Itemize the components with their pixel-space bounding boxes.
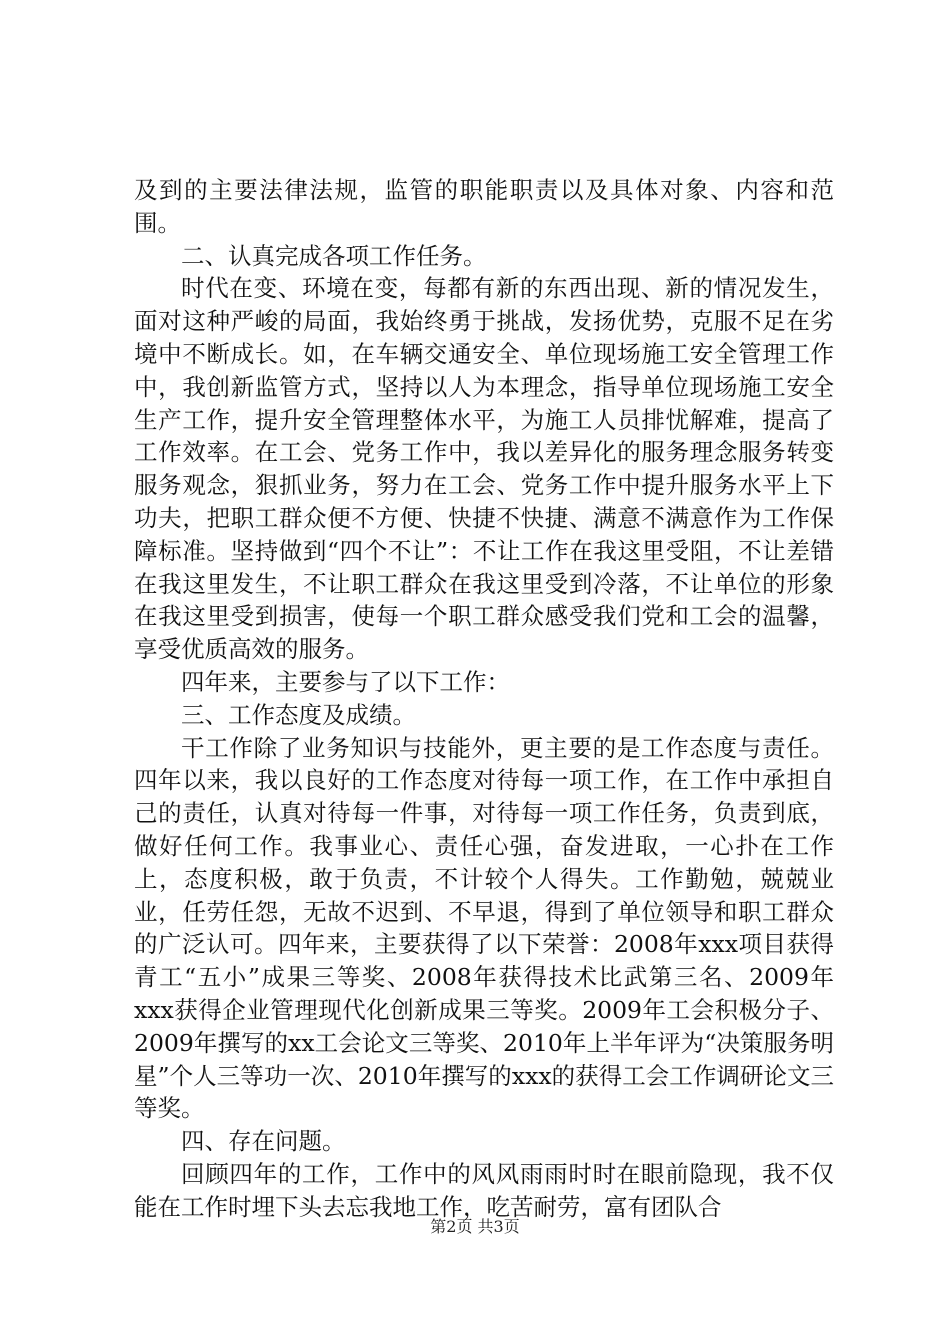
paragraph-participation: 四年来，主要参与了以下工作： (181, 667, 510, 696)
paragraph-work-tasks: 时代在变、环境在变，每都有新的东西出现、新的情况发生，面对这种严峻的局面，我始终勇于挑战，发扬优势，克服不足在劣境中不断成长。如，在车辆交通安全、单位现场施工安全管理工作中，我创新监管方式，坚持以人为本理念，指导单位现场施工安全生产工作，提升安全管理整体水平，为施工人员排忧解难，提高了工作效率。在工会、党务工作中，我以差异化的服务理念服务转变服务观念，狠抓业务，努力在工会、党务工作中提升服务水平上下功夫，把职工群众便不方便、快捷不快捷、满意不满意作为工作保障标准。坚持做到“四个不让”：不让工作在我这里受阻，不让差错在我这里发生，不让职工群众在我这里受到冷落，不让单位的形象在我这里受到损害，使每一个职工群众感受我们党和工会的温馨，享受优质高效的服务。 (134, 274, 834, 664)
section-heading-2: 二、认真完成各项工作任务。 (181, 241, 487, 270)
paragraph-continuation: 及到的主要法律法规，监管的职能职责以及具体对象、内容和范围。 (134, 176, 834, 237)
paragraph-attitude-achievements: 干工作除了业务知识与技能外，更主要的是工作态度与责任。四年以来，我以良好的工作态度对待每一项工作，在工作中承担自己的责任，认真对待每一件事，对待每一项工作任务，负责到底，做好任何工作。我事业心、责任心强，奋发进取，一心扑在工作上，态度积极，敢于负责，不计较个人得失。工作勤勉，兢兢业业，任劳任怨，无故不迟到、不早退，得到了单位领导和职工群众的广泛认可。四年来，主要获得了以下荣誉：2008年xxx项目获得青工“五小”成果三等奖、2008年获得技术比武第三名、2009年xxx获得企业管理现代化创新成果三等奖。2009年工会积极分子、2009年撰写的xx工会论文三等奖、2010年上半年评为“决策服务明星”个人三等功一次、2010年撰写的xxx的获得工会工作调研论文三等奖。 (134, 733, 834, 1123)
paragraph-problems: 回顾四年的工作，工作中的风风雨雨时时在眼前隐现，我不仅能在工作时埋下头去忘我地工作，吃苦耐劳，富有团队合 (134, 1159, 834, 1221)
section-heading-4: 四、存在问题。 (181, 1127, 346, 1156)
document-body (134, 174, 834, 1224)
page-number-footer: 第2页 共3页 (430, 1217, 520, 1236)
section-heading-3: 三、工作态度及成绩。 (181, 700, 416, 729)
